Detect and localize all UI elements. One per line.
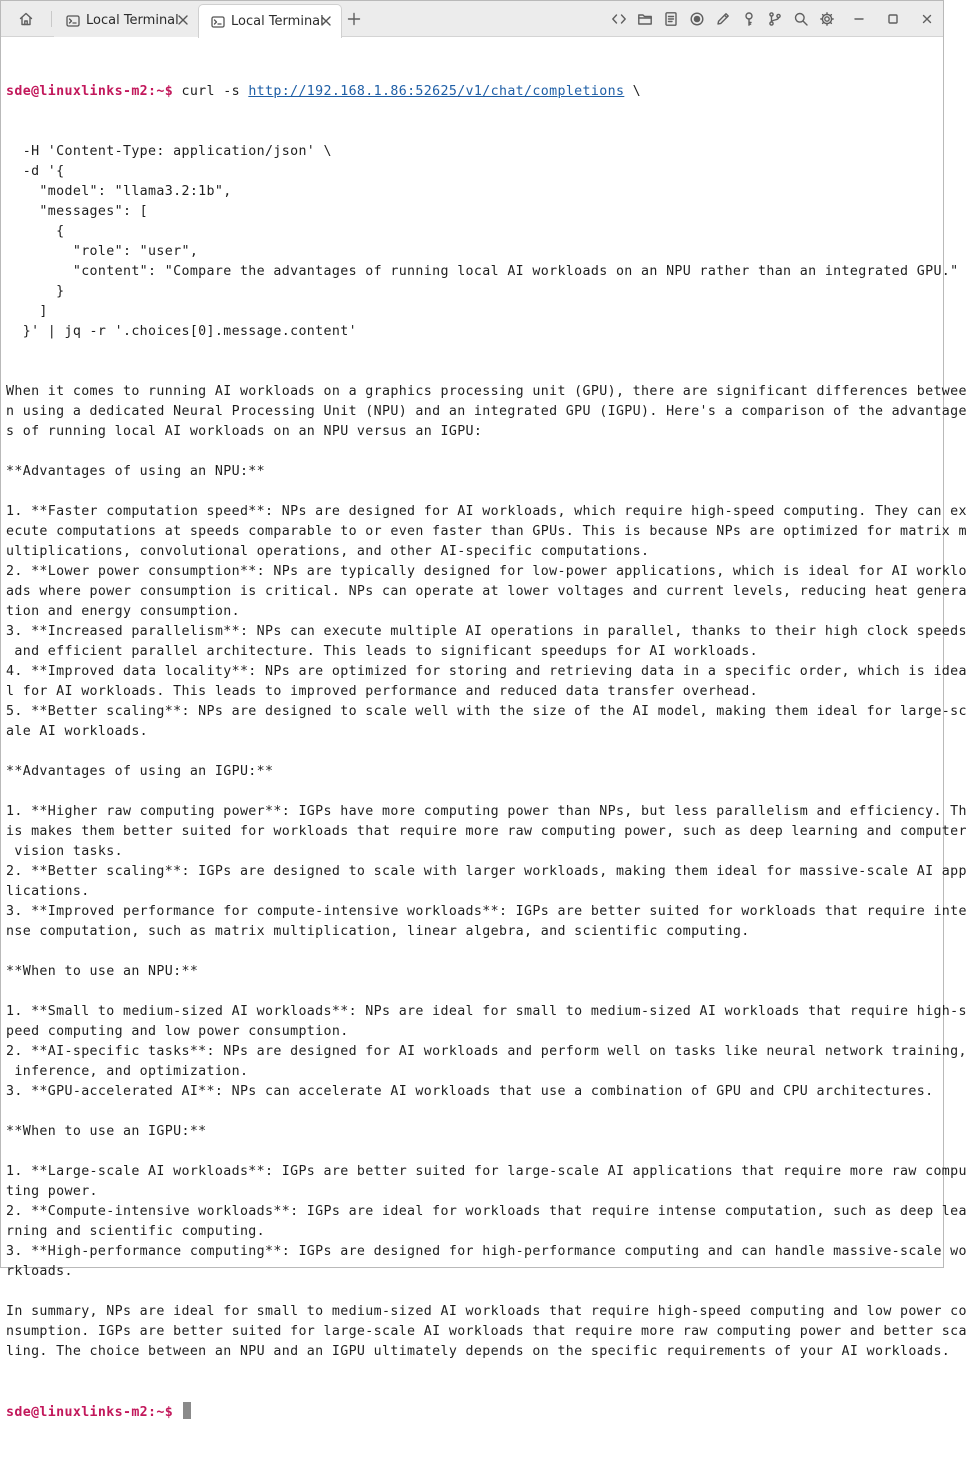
output-line [6, 1282, 943, 1302]
close-icon[interactable] [319, 14, 333, 28]
output-line: is makes them better suited for workloads that require more raw computing power, such as deep learning and computer [6, 824, 967, 839]
output-line: 5. **Better scaling**: NPs are designed to scale well with the size of the AI model, making them ideal for large-sc [6, 704, 967, 719]
output-line: 1. **Small to medium-sized AI workloads**: NPs are ideal for small to medium-sized AI workloads that require high-s [6, 1004, 967, 1019]
prompt: sde@linuxlinks-m2:~$ [6, 84, 174, 99]
output-line: 1. **Faster computation speed**: NPs are designed for AI workloads, which require high-speed computing. They can ex [6, 504, 967, 519]
key-icon[interactable] [735, 5, 763, 33]
output-line: inference, and optimization. [6, 1064, 249, 1079]
output-line: ling. The choice between an NPU and an IGPU ultimately depends on the specific requirements of your AI workloads. [6, 1344, 951, 1359]
output-line: l for AI workloads. This leads to improved performance and reduced data transfer overhead. [6, 684, 758, 699]
output-line: ting power. [6, 1184, 98, 1199]
prompt: sde@linuxlinks-m2:~$ [6, 1405, 174, 1420]
code-icon[interactable] [605, 5, 633, 33]
folder-icon[interactable] [631, 5, 659, 33]
command-continuation: \ [624, 84, 642, 99]
output-line: 4. **Improved data locality**: NPs are optimized for storing and retrieving data in a specific order, which is idea [6, 664, 967, 679]
url-link[interactable]: http://192.168.1.86:52625/v1/chat/completions [248, 84, 625, 99]
terminal-icon [66, 14, 80, 28]
tab-local-terminal-2[interactable] [198, 4, 342, 38]
output-line: tion and energy consumption. [6, 604, 240, 619]
maximize-icon[interactable] [879, 5, 907, 33]
output-line: and efficient parallel architecture. This leads to significant speedups for AI workloads. [6, 644, 758, 659]
pen-icon[interactable] [709, 5, 737, 33]
command-line: { [6, 224, 65, 239]
terminal-output[interactable] [1, 38, 967, 1420]
output-line: 3. **Improved performance for compute-intensive workloads**: IGPs are better suited for workloads that require inte [6, 904, 967, 919]
close-icon[interactable] [913, 5, 941, 33]
output-line: ads where power consumption is critical. NPs can operate at lower voltages and current levels, reducing heat genera [6, 584, 967, 599]
command-line: "content": "Compare the advantages of running local AI workloads on an NPU rather than an integrated GPU." [6, 264, 959, 279]
record-icon[interactable] [683, 5, 711, 33]
command-line: "role": "user", [6, 244, 199, 259]
output-line [6, 742, 943, 762]
home-icon[interactable] [12, 5, 40, 33]
command-text: curl -s [173, 84, 249, 99]
output-line: n using a dedicated Neural Processing Unit (NPU) and an integrated GPU (IGPU). Here's a comparison of the advantage [6, 404, 967, 419]
output-line: ecute computations at speeds comparable to or even faster than GPUs. This is because NPs are optimized for matrix m [6, 524, 967, 539]
prompt-line [6, 1402, 943, 1422]
output-line [6, 982, 943, 1002]
output-line: 1. **Higher raw computing power**: IGPs have more computing power than NPs, but less parallelism and efficiency. Th [6, 804, 967, 819]
command-line [6, 82, 943, 102]
output-line: nse computation, such as matrix multiplication, linear algebra, and scientific computing. [6, 924, 750, 939]
output-line [6, 782, 943, 802]
output-line: 3. **High-performance computing**: IGPs are designed for high-performance computing and can handle massive-scale wo [6, 1244, 967, 1259]
command-line: "model": "llama3.2:1b", [6, 184, 232, 199]
output-line: rkloads. [6, 1264, 73, 1279]
command-line: ] [6, 304, 48, 319]
output-line: When it comes to running AI workloads on a graphics processing unit (GPU), there are significant differences betwee [6, 384, 967, 399]
text-cursor [183, 1402, 191, 1419]
output-line: lications. [6, 884, 90, 899]
minimize-icon[interactable] [845, 5, 873, 33]
tab-label: Local Terminal [231, 14, 324, 29]
output-line [6, 1102, 943, 1122]
command-line: -d '{ [6, 164, 65, 179]
command-line: "messages": [ [6, 204, 149, 219]
output-line [6, 1142, 943, 1162]
output-line: **Advantages of using an NPU:** [6, 464, 266, 479]
output-line: 3. **Increased parallelism**: NPs can execute multiple AI operations in parallel, thanks to their high clock speeds [6, 624, 967, 639]
command-line: } [6, 284, 65, 299]
output-line: ultiplications, convolutional operations, and other AI-specific computations. [6, 544, 650, 559]
new-tab-icon[interactable] [340, 5, 368, 33]
document-icon[interactable] [657, 5, 685, 33]
output-line: ale AI workloads. [6, 724, 149, 739]
output-line: **When to use an NPU:** [6, 964, 199, 979]
output-line [6, 442, 943, 462]
output-line [6, 942, 943, 962]
command-line: -H 'Content-Type: application/json' \ [6, 144, 332, 159]
tab-bar [1, 1, 943, 37]
output-line: rning and scientific computing. [6, 1224, 266, 1239]
output-line: nsumption. IGPs are better suited for large-scale AI workloads that require more raw computing power and better sca [6, 1324, 967, 1339]
output-line: In summary, NPs are ideal for small to medium-sized AI workloads that require high-speed computing and low power co [6, 1304, 967, 1319]
output-line: vision tasks. [6, 844, 123, 859]
branch-icon[interactable] [761, 5, 789, 33]
output-line: **When to use an IGPU:** [6, 1124, 207, 1139]
tab-local-terminal-1[interactable] [54, 4, 198, 37]
gear-icon[interactable] [813, 5, 841, 33]
output-line: 1. **Large-scale AI workloads**: IGPs are better suited for large-scale AI applications that require more raw compu [6, 1164, 967, 1179]
output-line [6, 482, 943, 502]
output-line: **Advantages of using an IGPU:** [6, 764, 274, 779]
output-line: s of running local AI workloads on an NPU versus an IGPU: [6, 424, 483, 439]
output-line: 2. **Lower power consumption**: NPs are typically designed for low-power applications, which is ideal for AI worklo [6, 564, 967, 579]
output-line: 2. **Compute-intensive workloads**: IGPs are ideal for workloads that require intense computation, such as deep lea [6, 1204, 967, 1219]
output-line: peed computing and low power consumption. [6, 1024, 349, 1039]
terminal-icon [211, 15, 225, 29]
tab-label: Local Terminal [86, 13, 179, 28]
output-line: 3. **GPU-accelerated AI**: NPs can accelerate AI workloads that use a combination of GPU and CPU architectures. [6, 1084, 934, 1099]
tab-separator [51, 11, 52, 27]
command-line: }' | jq -r '.choices[0].message.content' [6, 324, 357, 339]
output-line: 2. **AI-specific tasks**: NPs are designed for AI workloads and perform well on tasks like neural network training, [6, 1044, 967, 1059]
close-icon[interactable] [176, 13, 190, 27]
search-icon[interactable] [787, 5, 815, 33]
output-line: 2. **Better scaling**: IGPs are designed to scale with larger workloads, making them ideal for massive-scale AI app [6, 864, 967, 879]
